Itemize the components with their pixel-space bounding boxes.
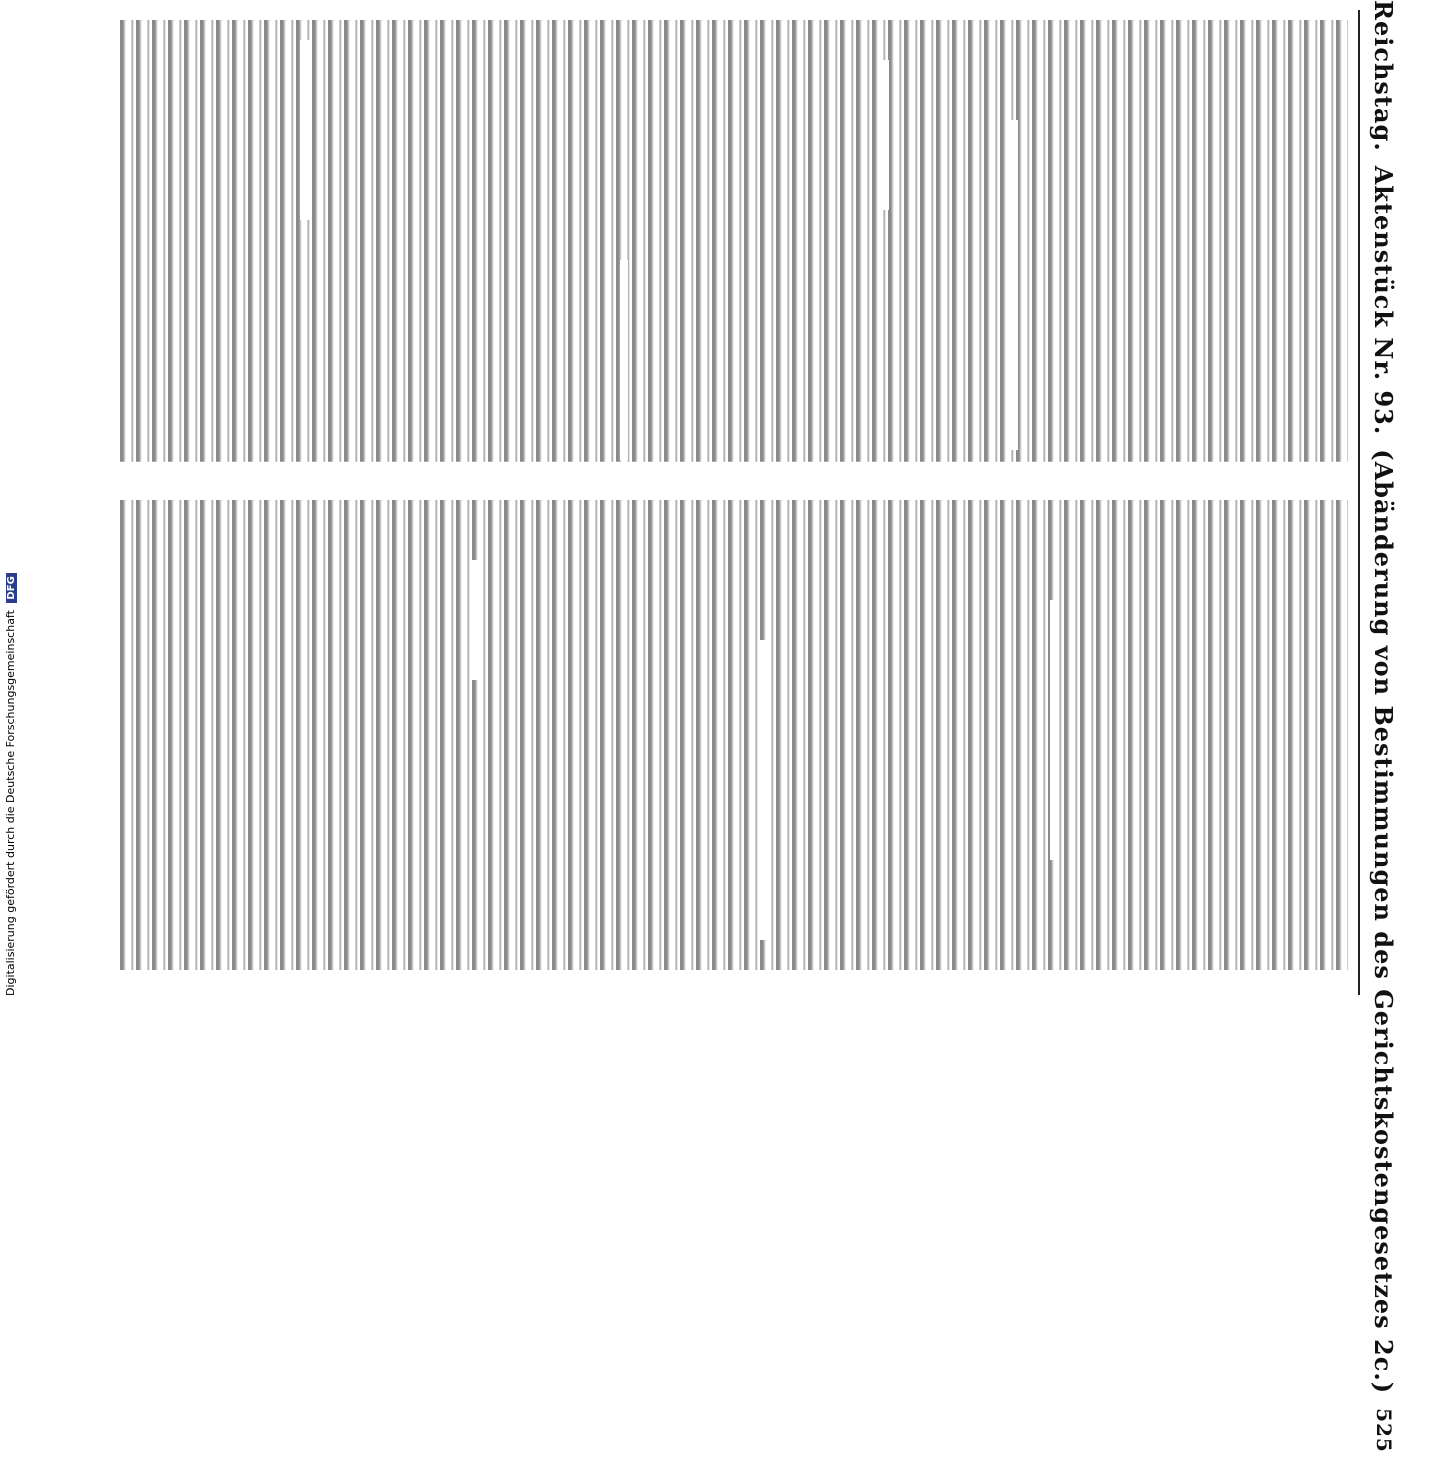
header-title-mid: Aktenstück Nr. 93. bbox=[1369, 165, 1399, 436]
column-gutter bbox=[118, 486, 1354, 496]
digitization-sidebar bbox=[0, 0, 26, 1000]
page-header bbox=[1366, 0, 1402, 1453]
digitization-note-text: Digitalisierung gefördert durch die Deutsche Forschungsgemeinschaft bbox=[4, 610, 17, 996]
page-number: 525 bbox=[1372, 1408, 1396, 1453]
header-title-left: Reichstag. bbox=[1369, 0, 1399, 152]
header-rule bbox=[1358, 10, 1360, 995]
paragraph-break bbox=[760, 640, 769, 940]
paragraph-break bbox=[470, 560, 479, 680]
dfg-logo: DFG bbox=[6, 573, 17, 602]
paragraph-break bbox=[1050, 600, 1058, 860]
digitization-note bbox=[4, 576, 17, 996]
paragraph-break bbox=[1010, 120, 1018, 450]
header-title-right: (Abänderung von Bestimmungen des Gerichtskostengesetzes 2c.) bbox=[1369, 449, 1399, 1395]
paragraph-break bbox=[300, 40, 310, 220]
text-column-lower bbox=[120, 500, 1348, 970]
paragraph-break bbox=[880, 60, 889, 210]
paragraph-break bbox=[620, 260, 628, 460]
